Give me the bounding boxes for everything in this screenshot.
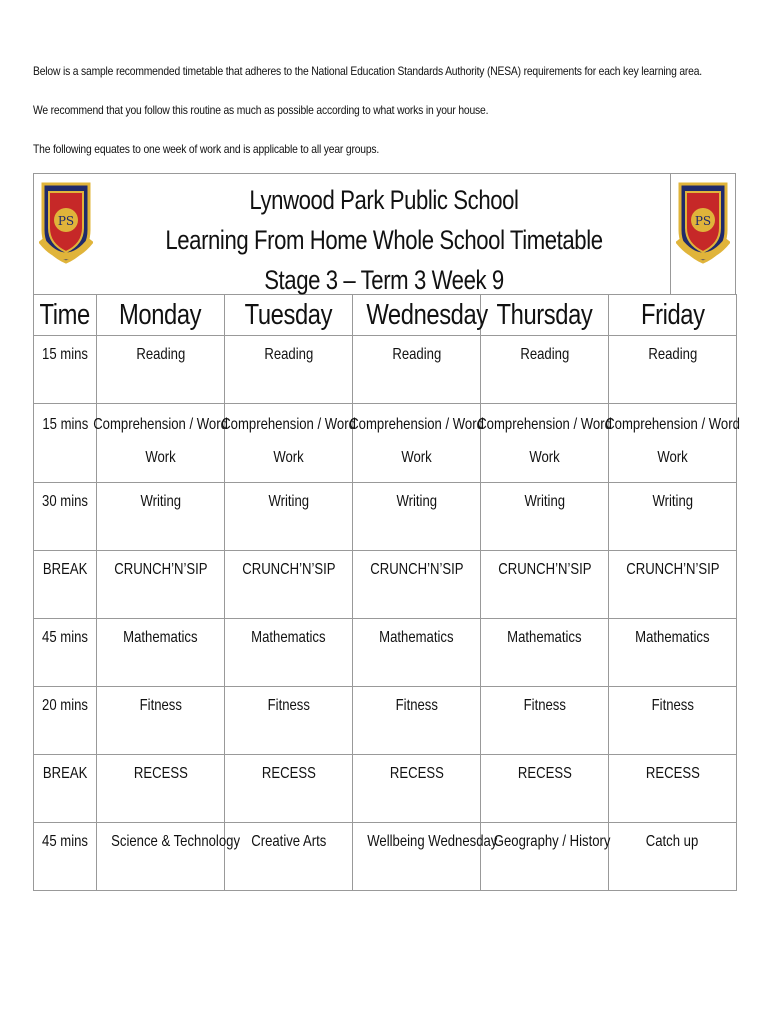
activity-cell: Wellbeing Wednesday <box>353 823 481 891</box>
activity-cell: Creative Arts <box>225 823 353 891</box>
header-tuesday: Tuesday <box>225 295 353 336</box>
activity-cell: RECESS <box>225 755 353 823</box>
activity-cell: Reading <box>97 336 225 404</box>
activity-cell: Geography / History <box>481 823 609 891</box>
time-cell: 15 mins <box>34 404 97 483</box>
time-cell: 15 mins <box>34 336 97 404</box>
activity-cell: Fitness <box>225 687 353 755</box>
timetable-header <box>33 173 736 294</box>
timetable-subtitle: Learning From Home Whole School Timetable <box>165 225 603 255</box>
time-cell: 30 mins <box>34 483 97 551</box>
crest-initials: PS <box>694 214 712 228</box>
table-row <box>34 483 737 551</box>
activity-cell: CRUNCH’N’SIP <box>353 551 481 619</box>
schedule-table <box>33 294 740 891</box>
table-row <box>34 619 737 687</box>
school-crest-icon <box>676 178 730 270</box>
activity-cell: Fitness <box>481 687 609 755</box>
intro-text <box>33 62 753 179</box>
header-monday: Monday <box>97 295 225 336</box>
timetable <box>33 173 740 891</box>
intro-line-3: The following equates to one week of work and is applicable to all year groups. <box>33 142 380 156</box>
activity-cell: Mathematics <box>225 619 353 687</box>
stage-term-week: Stage 3 – Term 3 Week 9 <box>264 265 504 295</box>
activity-cell: RECESS <box>609 755 737 823</box>
table-row <box>34 336 737 404</box>
activity-cell: Comprehension / Word Work <box>481 404 609 483</box>
activity-cell: CRUNCH’N’SIP <box>97 551 225 619</box>
activity-cell: Fitness <box>97 687 225 755</box>
activity-cell: RECESS <box>353 755 481 823</box>
crest-initials: PS <box>57 214 75 228</box>
activity-cell: Fitness <box>609 687 737 755</box>
time-cell: 45 mins <box>34 619 97 687</box>
activity-cell: Writing <box>97 483 225 551</box>
activity-cell: Mathematics <box>97 619 225 687</box>
activity-cell: Writing <box>481 483 609 551</box>
activity-cell: Mathematics <box>353 619 481 687</box>
header-wednesday: Wednesday <box>353 295 481 336</box>
activity-cell: Comprehension / Word Work <box>609 404 737 483</box>
activity-cell: Comprehension / Word Work <box>225 404 353 483</box>
table-row <box>34 404 737 483</box>
intro-line-2: We recommend that you follow this routine as much as possible according to what works in your house. <box>33 103 489 117</box>
table-row <box>34 755 737 823</box>
table-row <box>34 823 737 891</box>
activity-cell: Writing <box>225 483 353 551</box>
activity-cell: Mathematics <box>609 619 737 687</box>
school-crest-icon <box>39 178 93 270</box>
table-row <box>34 687 737 755</box>
table-row <box>34 551 737 619</box>
activity-cell: Comprehension / Word Work <box>97 404 225 483</box>
activity-cell: RECESS <box>481 755 609 823</box>
activity-cell: Reading <box>225 336 353 404</box>
activity-cell: Fitness <box>353 687 481 755</box>
activity-cell: Reading <box>609 336 737 404</box>
time-cell: 45 mins <box>34 823 97 891</box>
activity-cell: CRUNCH’N’SIP <box>481 551 609 619</box>
activity-cell: Reading <box>481 336 609 404</box>
intro-line-1: Below is a sample recommended timetable that adheres to the National Education Standards Authority (NESA) requirements for each key learning area. <box>33 64 702 78</box>
activity-cell: Science & Technology <box>97 823 225 891</box>
time-cell: 20 mins <box>34 687 97 755</box>
header-thursday: Thursday <box>481 295 609 336</box>
activity-cell: Mathematics <box>481 619 609 687</box>
header-friday: Friday <box>609 295 737 336</box>
activity-cell: Reading <box>353 336 481 404</box>
activity-cell: Writing <box>353 483 481 551</box>
school-logo-left <box>34 174 98 294</box>
school-name: Lynwood Park Public School <box>249 185 519 215</box>
day-header-row <box>34 295 737 336</box>
activity-cell: Writing <box>609 483 737 551</box>
time-cell: BREAK <box>34 755 97 823</box>
timetable-title <box>98 174 670 294</box>
activity-cell: CRUNCH’N’SIP <box>609 551 737 619</box>
school-logo-right <box>670 174 735 294</box>
activity-cell: CRUNCH’N’SIP <box>225 551 353 619</box>
header-time: Time <box>34 295 97 336</box>
time-cell: BREAK <box>34 551 97 619</box>
activity-cell: Catch up <box>609 823 737 891</box>
activity-cell: RECESS <box>97 755 225 823</box>
activity-cell: Comprehension / Word Work <box>353 404 481 483</box>
